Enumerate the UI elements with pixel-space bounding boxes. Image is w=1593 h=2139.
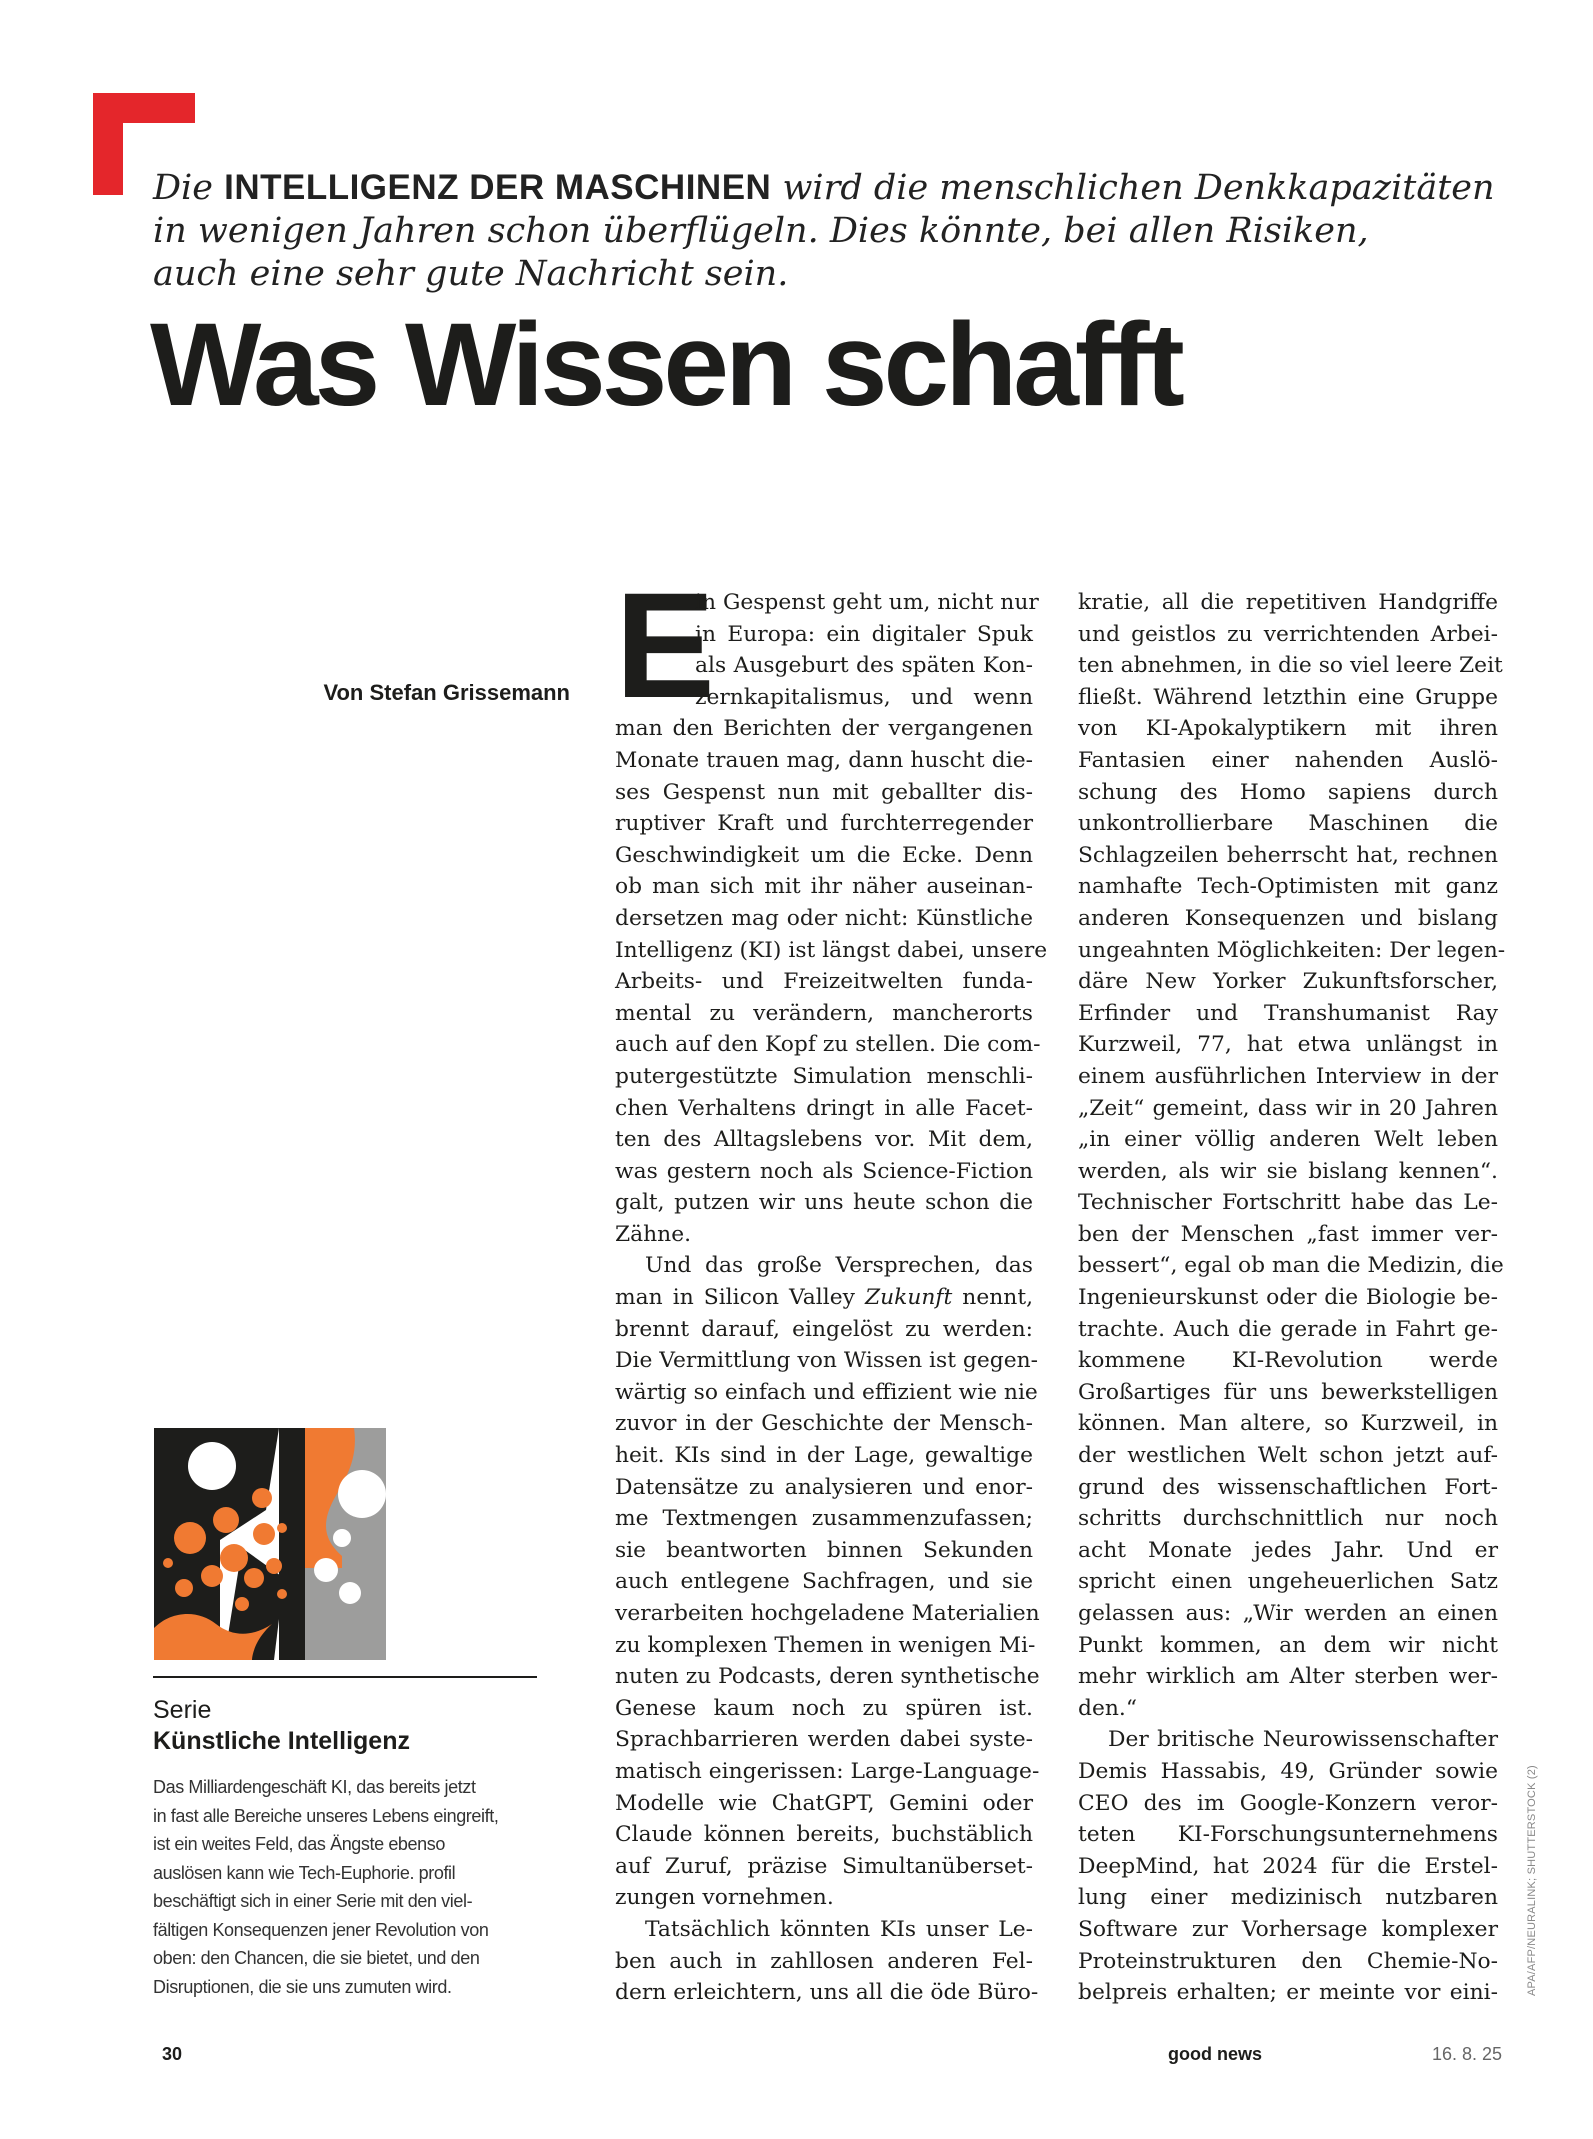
article-line: zungen vornehmen. — [615, 1885, 834, 1911]
article-line: Ingenieurskunst oder die Biologie be- — [1078, 1285, 1498, 1311]
article-line: ruptiver Kraft und furchterregender — [615, 811, 1033, 837]
article-line: man den Berichten der vergangenen — [615, 716, 1033, 742]
article-line: ben der Menschen „fast immer ver- — [1078, 1221, 1498, 1247]
article-line: auf Zuruf, präzise Simultanüberset- — [615, 1853, 1033, 1879]
article-line: Fantasien einer nahenden Auslö- — [1078, 747, 1498, 773]
article-line: Proteinstrukturen den Chemie-No- — [1078, 1948, 1498, 1974]
article-line: acht Monate jedes Jahr. Und er — [1078, 1537, 1498, 1563]
article-line: Der britische Neurowissenschafter — [1108, 1727, 1498, 1753]
article-line: Großartiges für uns bewerkstelligen — [1078, 1379, 1498, 1405]
article-line: unkontrollierbare Maschinen die — [1078, 811, 1498, 837]
article-line: von KI-Apokalyptikern mit ihren — [1078, 716, 1498, 742]
article-line: matisch eingerissen: Large-Language- — [615, 1758, 1040, 1784]
kicker-line-2: in wenigen Jahren schon überflügeln. Dies könnte, bei allen Risiken, — [153, 211, 1369, 251]
series-text-line: Disruptionen, die sie uns zumuten wird. — [153, 1976, 452, 1997]
section-name: good news — [1168, 2044, 1262, 2064]
headline: Was Wissen schafft — [150, 299, 1181, 431]
article-line: Erfinder und Transhumanist Ray — [1078, 1000, 1498, 1026]
article-line: was gestern noch als Science-Fiction — [615, 1158, 1033, 1184]
issue-date: 16. 8. 25 — [1432, 2044, 1503, 2064]
article-line: Claude können bereits, buchstäblich — [615, 1822, 1033, 1848]
kicker-text-2: wird die menschlichen Denkkapazitäten — [771, 168, 1495, 208]
article-line: Intelligenz (KI) ist längst dabei, unsere — [615, 937, 1048, 963]
article-line: kommene KI-Revolution werde — [1078, 1348, 1498, 1374]
article-line: fließt. Während letzthin eine Gruppe — [1078, 684, 1498, 710]
article-line: einem ausführlichen Interview in der — [1078, 1063, 1498, 1089]
byline: Von Stefan Grissemann — [323, 680, 570, 705]
kicker-line-3: auch eine sehr gute Nachricht sein. — [153, 254, 789, 294]
article-line: Genese kaum noch zu spüren ist. — [615, 1695, 1033, 1721]
article-line: me Textmengen zusammenzufassen; — [615, 1506, 1033, 1532]
article-line: Sprachbarrieren werden dabei syste- — [615, 1727, 1033, 1753]
article-line: Die Vermittlung von Wissen ist gegen- — [615, 1348, 1039, 1374]
article-line: heit. KIs sind in der Lage, gewaltige — [615, 1443, 1033, 1469]
article-line: zernkapitalismus, und wenn — [695, 684, 1033, 710]
article-line: Monate trauen mag, dann huscht die- — [615, 747, 1033, 773]
article-line: DeepMind, hat 2024 für die Erstel- — [1078, 1853, 1498, 1879]
series-title: Künstliche Intelligenz — [153, 1727, 410, 1755]
series-label: Serie — [153, 1696, 212, 1724]
article-line: Arbeits- und Freizeitwelten funda- — [615, 969, 1033, 995]
series-text-line: auslösen kann wie Tech-Euphorie. profil — [153, 1862, 456, 1883]
article-line: Zähne. — [615, 1221, 692, 1247]
article-line: belpreis erhalten; er meinte vor eini- — [1078, 1980, 1498, 2006]
article-line: ben auch in zahllosen anderen Fel- — [615, 1948, 1033, 1974]
article-line: „Zeit“ gemeint, dass wir in 20 Jahren — [1078, 1095, 1498, 1121]
article-line: gelassen aus: „Wir werden an einen — [1078, 1601, 1498, 1626]
article-line: Schlagzeilen beherrscht hat, rechnen — [1078, 842, 1498, 868]
article-line: lung einer medizinisch nutzbaren — [1078, 1885, 1498, 1911]
article-line: auch entlegene Sachfragen, und sie — [615, 1569, 1033, 1595]
series-text-line: Das Milliardengeschäft KI, das bereits jetzt — [153, 1777, 476, 1797]
article-line: däre New Yorker Zukunftsforscher, — [1078, 969, 1498, 995]
article-line: Kurzweil, 77, hat etwa unlängst in — [1078, 1032, 1498, 1058]
article-line: mental zu verändern, mancherorts — [615, 1000, 1033, 1026]
article-line: sie beantworten binnen Sekunden — [615, 1537, 1033, 1563]
article-line: ten abnehmen, in die so viel leere Zeit — [1078, 653, 1503, 679]
article-column-1 — [615, 561, 1048, 2009]
article-line: putergestützte Simulation menschli- — [615, 1063, 1033, 1089]
article-line: dern erleichtern, uns all die öde Büro- — [615, 1980, 1039, 2006]
article-line: als Ausgeburt des späten Kon- — [695, 653, 1033, 679]
article-line: anderen Konsequenzen und bislang — [1078, 905, 1498, 931]
article-line: teten KI-Forschungsunternehmens — [1078, 1822, 1498, 1848]
article-line: dersetzen mag oder nicht: Künstliche — [615, 905, 1033, 931]
article-line: Modelle wie ChatGPT, Gemini oder — [615, 1790, 1033, 1816]
article-line: schung des Homo sapiens durch — [1078, 779, 1498, 805]
article-line: Geschwindigkeit um die Ecke. Denn — [615, 842, 1033, 868]
page-number: 30 — [162, 2044, 183, 2064]
series-text-line: in fast alle Bereiche unseres Lebens eingreift, — [153, 1805, 499, 1826]
article-line: namhafte Tech-Optimisten mit ganz — [1078, 874, 1498, 900]
series-text-line: oben: den Chancen, die sie bietet, und den — [153, 1948, 480, 1968]
article-line: spricht einen ungeheuerlichen Satz — [1078, 1569, 1498, 1595]
article-line: Software zur Vorhersage komplexer — [1078, 1916, 1498, 1942]
article-column-2 — [1078, 587, 1506, 2009]
article-line: trachte. Auch die gerade in Fahrt ge- — [1078, 1316, 1498, 1342]
article-line: brennt darauf, eingelöst zu werden: — [615, 1316, 1033, 1342]
article-line: man in Silicon Valley Zukunft nennt, — [615, 1285, 1034, 1311]
series-text-line: beschäftigt sich in einer Serie mit den viel- — [153, 1891, 473, 1911]
article-line: ungeahnten Möglichkeiten: Der legen- — [1078, 937, 1506, 963]
article-line: den.“ — [1078, 1695, 1137, 1721]
article-line: zu komplexen Themen in wenigen Mi- — [615, 1632, 1036, 1658]
series-text-line: ist ein weites Feld, das Ängste ebenso — [153, 1834, 445, 1854]
kicker-text-1: Die — [153, 168, 225, 208]
article-line: CEO des im Google-Konzern veror- — [1078, 1790, 1498, 1816]
article-line: kratie, all die repetitiven Handgriffe — [1078, 590, 1498, 615]
article-line: in Europa: ein digitaler Spuk — [695, 621, 1033, 647]
article-line: „in einer völlig anderen Welt leben — [1078, 1127, 1498, 1153]
photo-credit: APA/AFP/NEURALINK; SHUTTERSTOCK (2) — [1526, 1765, 1538, 1996]
series-text-line: fältigen Konsequenzen jener Revolution von — [153, 1919, 489, 1940]
series-divider — [153, 1676, 537, 1678]
article-line: wärtig so einfach und effizient wie nie — [615, 1379, 1038, 1405]
article-line: können. Man altere, so Kurzweil, in — [1078, 1411, 1498, 1437]
article-line: ses Gespenst nun mit geballter dis- — [615, 779, 1033, 805]
article-line: Tatsächlich könnten KIs unser Le- — [645, 1916, 1033, 1942]
article-line: werden, als wir sie bislang kennen“. — [1078, 1158, 1498, 1184]
article-line: ob man sich mit ihr näher auseinan- — [615, 874, 1033, 900]
series-description — [153, 1773, 553, 2001]
article-line: galt, putzen wir uns heute schon die — [615, 1190, 1033, 1216]
article-line: verarbeiten hochgeladene Materialien — [615, 1601, 1040, 1626]
article-line: bessert“, egal ob man die Medizin, die — [1078, 1253, 1504, 1279]
article-line: nuten zu Podcasts, deren synthetische — [615, 1664, 1040, 1690]
article-line: Und das große Versprechen, das — [645, 1253, 1033, 1279]
kicker-highlight: INTELLIGENZ DER MASCHINEN — [224, 168, 772, 207]
article-line: grund des wissenschaftlichen Fort- — [1078, 1474, 1498, 1500]
article-line: ten des Alltagslebens vor. Mit dem, — [615, 1127, 1033, 1153]
drop-cap: E — [615, 561, 716, 729]
article-line: auch auf den Kopf zu stellen. Die com- — [615, 1032, 1041, 1058]
article-line: der westlichen Welt schon jetzt auf- — [1078, 1443, 1498, 1469]
article-line: Demis Hassabis, 49, Gründer sowie — [1078, 1758, 1498, 1784]
article-line: Technischer Fortschritt habe das Le- — [1078, 1190, 1498, 1216]
article-line: und geistlos zu verrichtenden Arbei- — [1078, 621, 1498, 647]
article-line: zuvor in der Geschichte der Mensch- — [615, 1411, 1033, 1437]
kicker — [153, 166, 1495, 296]
article-line: Datensätze zu analysieren und enor- — [615, 1474, 1033, 1500]
article-line: chen Verhaltens dringt in alle Facet- — [615, 1095, 1033, 1121]
series-ki-logo-image — [154, 1428, 386, 1660]
article-line: mehr wirklich am Alter sterben wer- — [1078, 1664, 1498, 1690]
article-line: schritts durchschnittlich nur noch — [1078, 1506, 1498, 1532]
article-line: Punkt kommen, an dem wir nicht — [1078, 1632, 1498, 1658]
article-line: in Gespenst geht um, nicht nur — [695, 590, 1039, 615]
